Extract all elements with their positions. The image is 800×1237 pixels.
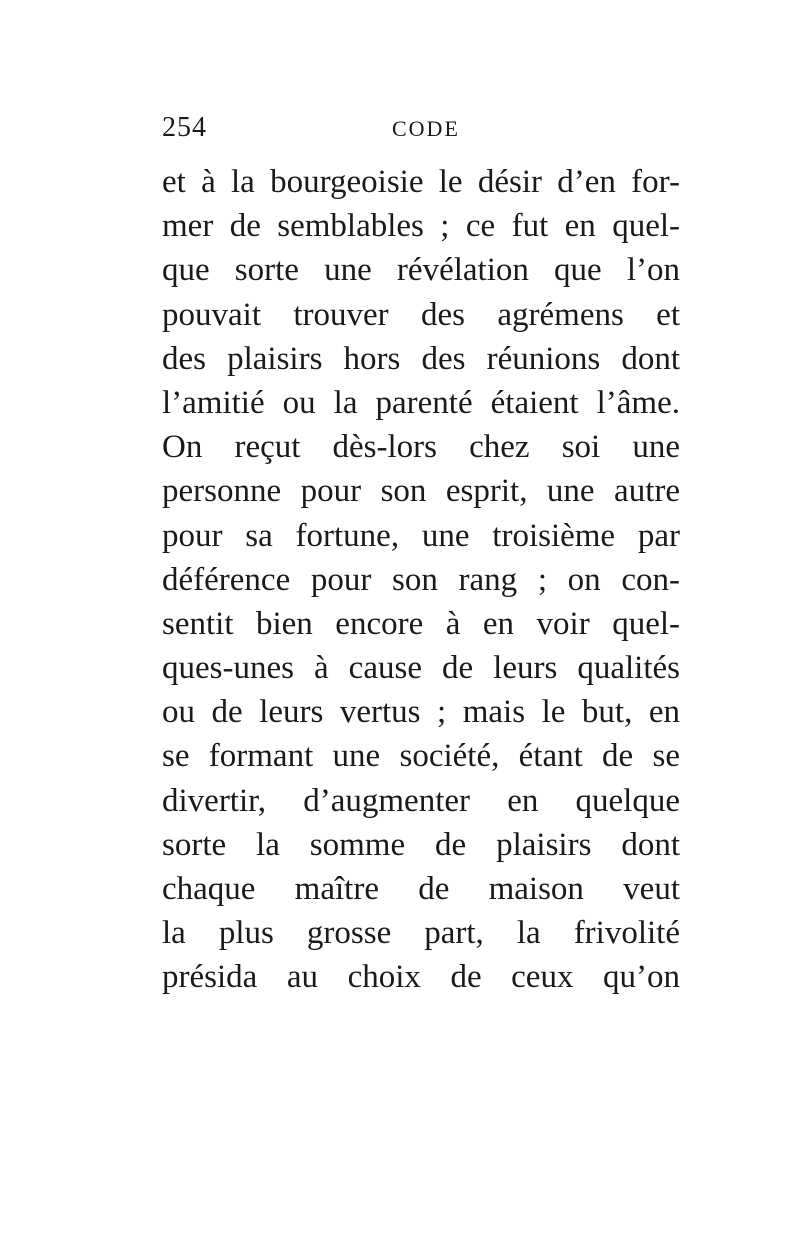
text-line: se formant une société, étant de se [162,738,680,775]
text-line: pour sa fortune, une troisième par [162,517,680,554]
text-line: On reçut dès-lors chez soi une [162,429,680,466]
running-head [162,112,682,152]
text-line: ou de leurs vertus ; mais le but, en [162,694,680,731]
page-number: 254 [162,112,207,143]
text-line: déférence pour son rang ; on con- [162,561,680,598]
text-line: personne pour son esprit, une autre [162,473,680,510]
text-line: présida au choix de ceux qu’on [162,959,680,996]
text-line: mer de semblables ; ce fut en quel- [162,208,680,245]
text-line: la plus grosse part, la frivolité [162,915,680,952]
text-line: sorte la somme de plaisirs dont [162,826,680,863]
text-line: ques-unes à cause de leurs qualités [162,650,680,687]
running-title: CODE [392,116,460,141]
text-line: et à la bourgeoisie le désir d’en for- [162,164,680,200]
text-line: que sorte une révélation que l’on [162,252,680,289]
text-line: divertir, d’augmenter en quelque [162,782,680,819]
body-text [162,160,680,1000]
text-line: l’amitié ou la parenté étaient l’âme. [162,384,680,421]
text-line: sentit bien encore à en voir quel- [162,605,680,642]
text-line: chaque maître de maison veut [162,871,680,907]
text-line: des plaisirs hors des réunions dont [162,340,680,377]
text-line: pouvait trouver des agrémens et [162,296,680,333]
